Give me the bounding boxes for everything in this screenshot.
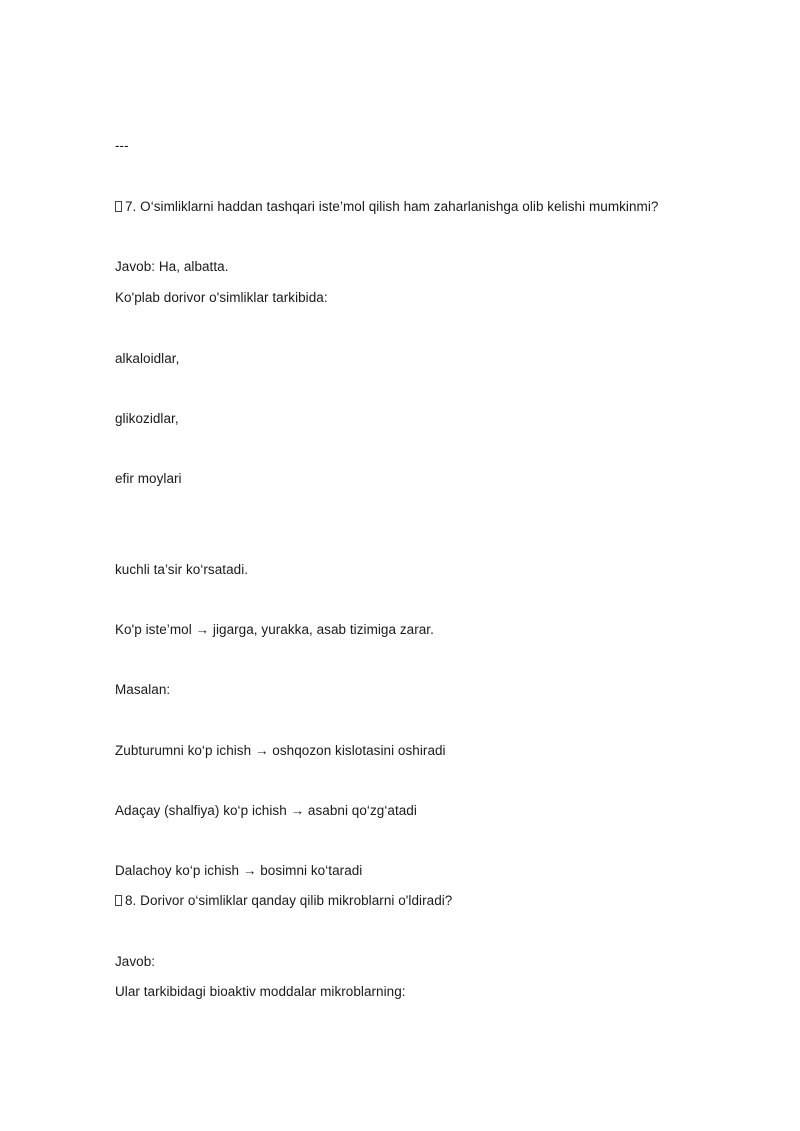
question-8 (115, 892, 452, 910)
answer-7-intro: Ko'plab dorivor o'simliklar tarkibida: (115, 290, 328, 305)
answer-7-label: Javob: Ha, albatta. (115, 259, 229, 274)
compound-item: glikozidlar, (115, 411, 179, 426)
compound-item: efir moylari (115, 471, 182, 486)
example-item: Zubturumni ko‘p ichish → oshqozon kislotasini oshiradi (115, 743, 446, 758)
separator: --- (115, 138, 129, 153)
example-item: Dalachoy ko‘p ichish → bosimni ko‘taradi (115, 863, 363, 878)
missing-glyph-icon (115, 895, 122, 906)
effect-text: kuchli ta’sir ko‘rsatadi. (115, 562, 249, 577)
overuse-text: Ko'p iste’mol → jigarga, yurakka, asab tizimiga zarar. (115, 622, 434, 637)
example-label: Masalan: (115, 682, 171, 697)
missing-glyph-icon (115, 201, 122, 212)
question-7-text: 7. O‘simliklarni haddan tashqari iste’mol qilish ham zaharlanishga olib kelishi mumkinmi? (125, 199, 659, 214)
answer-8-label: Javob: (115, 954, 156, 969)
example-item: Adaçay (shalfiya) ko‘p ichish → asabni qo‘zg‘atadi (115, 803, 417, 818)
question-8-text: 8. Dorivor o‘simliklar qanday qilib mikroblarni o'ldiradi? (125, 893, 453, 908)
compound-item: alkaloidlar, (115, 351, 180, 366)
answer-8-intro: Ular tarkibidagi bioaktiv moddalar mikroblarning: (115, 984, 406, 999)
question-7 (115, 198, 658, 216)
